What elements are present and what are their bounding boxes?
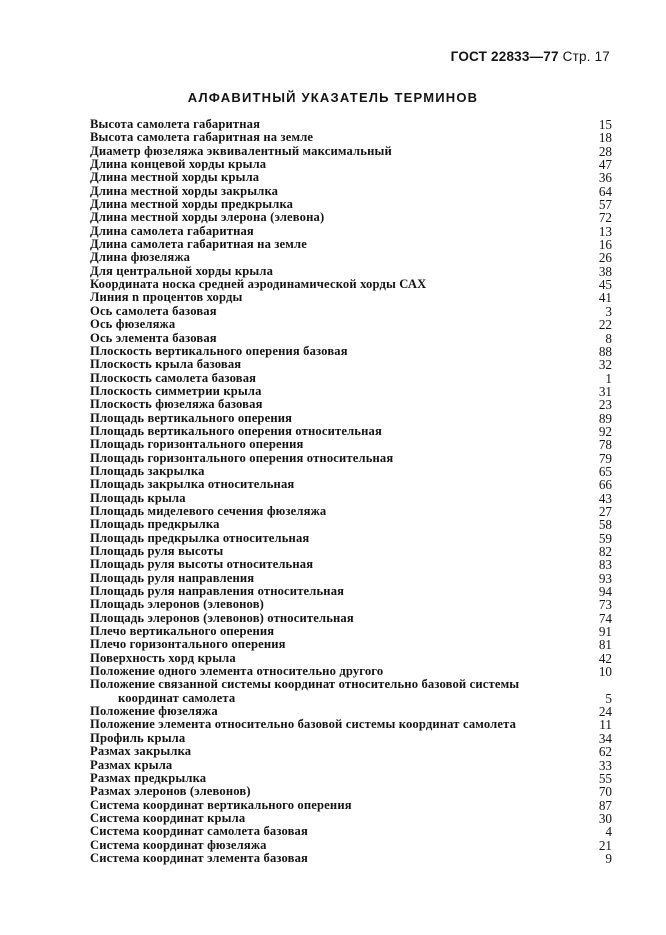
entry-number: 72 — [598, 210, 612, 226]
entry-number: 21 — [598, 837, 612, 853]
index-entry — [90, 678, 612, 691]
entry-term: Плечо вертикального оперения — [90, 624, 275, 639]
index-entry — [90, 692, 612, 705]
entry-term: Площадь вертикального оперения относительная — [90, 423, 382, 438]
index-entry — [90, 265, 612, 278]
entry-number: 3 — [605, 303, 612, 319]
entry-term: Координата носка средней аэродинамической хорды САХ — [90, 277, 427, 292]
entry-term: Площадь предкрылка относительная — [90, 530, 310, 545]
entry-number: 62 — [598, 744, 612, 760]
entry-term: Площадь крыла — [90, 490, 186, 505]
entry-number: 55 — [598, 770, 612, 786]
index-list — [90, 118, 612, 865]
index-entry — [90, 318, 612, 331]
entry-number: 42 — [598, 650, 612, 666]
entry-term: Площадь миделевого сечения фюзеляжа — [90, 503, 327, 518]
index-entry — [90, 385, 612, 398]
index-entry — [90, 718, 612, 731]
entry-term: Поверхность хорд крыла — [90, 650, 236, 665]
entry-term: Площадь вертикального оперения — [90, 410, 293, 425]
entry-number: 57 — [598, 197, 612, 213]
entry-term: Высота самолета габаритная — [90, 117, 261, 131]
entry-term: Система координат фюзеляжа — [90, 837, 267, 852]
index-entry — [90, 465, 612, 478]
entry-number: 10 — [598, 664, 612, 680]
entry-term: Положение фюзеляжа — [90, 704, 218, 719]
index-entry — [90, 425, 612, 438]
entry-number: 26 — [598, 250, 612, 266]
index-entry — [90, 438, 612, 451]
index-entry — [90, 211, 612, 224]
entry-term: Плоскость крыла базовая — [90, 357, 242, 372]
index-entry — [90, 358, 612, 371]
entry-term: Линия n процентов хорды — [90, 290, 243, 305]
index-entry — [90, 572, 612, 585]
index-entry — [90, 291, 612, 304]
entry-number: 30 — [598, 810, 612, 826]
index-entry — [90, 131, 612, 144]
entry-number: 94 — [598, 584, 612, 600]
entry-number: 4 — [605, 824, 612, 840]
entry-number: 64 — [598, 183, 612, 199]
entry-number: 47 — [598, 157, 612, 173]
entry-term: Диаметр фюзеляжа эквивалентный максимальный — [90, 143, 392, 158]
index-entry — [90, 612, 612, 625]
index-entry — [90, 558, 612, 571]
index-entry — [90, 638, 612, 651]
index-entry — [90, 772, 612, 785]
entry-number: 45 — [598, 277, 612, 293]
entry-term: Площадь закрылка относительная — [90, 477, 295, 492]
index-entry — [90, 785, 612, 798]
entry-number: 34 — [598, 730, 612, 746]
entry-term: Площадь горизонтального оперения относительная — [90, 450, 394, 465]
entry-number: 91 — [598, 624, 612, 640]
entry-term: Плоскость самолета базовая — [90, 370, 257, 385]
index-entry — [90, 118, 612, 131]
entry-term: Длина местной хорды предкрылка — [90, 197, 294, 212]
index-entry — [90, 305, 612, 318]
entry-term: Положение одного элемента относительно другого — [90, 664, 384, 679]
entry-term: координат самолета — [118, 690, 236, 705]
index-entry — [90, 532, 612, 545]
entry-term: Длина концевой хорды крыла — [90, 157, 267, 172]
entry-number: 58 — [598, 517, 612, 533]
entry-number: 43 — [598, 490, 612, 506]
entry-number: 31 — [598, 383, 612, 399]
entry-number: 59 — [598, 530, 612, 546]
entry-term: Высота самолета габаритная на земле — [90, 130, 314, 145]
index-entry — [90, 345, 612, 358]
index-entry — [90, 145, 612, 158]
index-entry — [90, 585, 612, 598]
entry-number: 23 — [598, 397, 612, 413]
entry-term: Плечо горизонтального оперения — [90, 637, 286, 652]
entry-term: Площадь руля направления — [90, 570, 255, 585]
entry-term: Размах элеронов (элевонов) — [90, 784, 251, 799]
index-entry — [90, 705, 612, 718]
index-entry — [90, 652, 612, 665]
entry-term: Длина самолета габаритная — [90, 223, 254, 238]
entry-term: Система координат крыла — [90, 810, 246, 825]
index-entry — [90, 171, 612, 184]
entry-number: 65 — [598, 463, 612, 479]
entry-number: 73 — [598, 597, 612, 613]
entry-term: Система координат самолета базовая — [90, 824, 308, 839]
index-entry — [90, 518, 612, 531]
entry-number: 9 — [605, 850, 612, 866]
entry-number: 15 — [598, 117, 612, 132]
entry-term: Ось элемента базовая — [90, 330, 217, 345]
entry-term: Длина фюзеляжа — [90, 250, 191, 265]
index-entry — [90, 332, 612, 345]
entry-number: 70 — [598, 784, 612, 800]
entry-term: Плоскость фюзеляжа базовая — [90, 397, 263, 412]
entry-term: Размах крыла — [90, 757, 173, 772]
entry-term: Плоскость симметрии крыла — [90, 383, 262, 398]
entry-number: 28 — [598, 143, 612, 159]
entry-number: 78 — [598, 437, 612, 453]
entry-number: 27 — [598, 503, 612, 519]
index-entry — [90, 238, 612, 251]
entry-term: Длина местной хорды элерона (элевона) — [90, 210, 325, 225]
entry-number: 66 — [598, 477, 612, 493]
entry-number: 36 — [598, 170, 612, 186]
index-entry — [90, 812, 612, 825]
entry-term: Площадь руля направления относительная — [90, 584, 345, 599]
entry-term: Положение связанной системы координат относительно базовой системы — [90, 677, 520, 692]
entry-term: Площадь горизонтального оперения — [90, 437, 304, 452]
entry-number: 41 — [598, 290, 612, 306]
index-entry — [90, 745, 612, 758]
index-entry — [90, 545, 612, 558]
index-entry — [90, 839, 612, 852]
index-entry — [90, 825, 612, 838]
entry-term: Площадь предкрылка — [90, 517, 220, 532]
index-entry — [90, 278, 612, 291]
index-entry — [90, 158, 612, 171]
entry-number: 32 — [598, 357, 612, 373]
index-title: АЛФАВИТНЫЙ УКАЗАТЕЛЬ ТЕРМИНОВ — [187, 90, 479, 105]
entry-number: 74 — [598, 610, 612, 626]
entry-term: Размах закрылка — [90, 744, 192, 759]
index-entry — [90, 225, 612, 238]
entry-term: Площадь руля высоты относительная — [90, 557, 314, 572]
index-entry — [90, 198, 612, 211]
entry-number: 93 — [598, 570, 612, 586]
index-entry — [90, 625, 612, 638]
entry-number: 8 — [605, 330, 612, 346]
page-header — [451, 49, 610, 64]
entry-term: Положение элемента относительно базовой системы координат самолета — [90, 717, 517, 732]
index-entry — [90, 185, 612, 198]
index-entry — [90, 492, 612, 505]
entry-number: 81 — [598, 637, 612, 653]
entry-number: 87 — [598, 797, 612, 813]
index-entry — [90, 852, 612, 865]
entry-number: 92 — [598, 423, 612, 439]
entry-number: 89 — [598, 410, 612, 426]
index-entry — [90, 398, 612, 411]
entry-term: Площадь элеронов (элевонов) относительная — [90, 610, 354, 625]
entry-number: 22 — [598, 317, 612, 333]
entry-number: 5 — [605, 690, 612, 706]
standard-number: ГОСТ 22833—77 — [450, 49, 559, 64]
entry-term: Длина местной хорды закрылка — [90, 183, 279, 198]
entry-term: Система координат вертикального оперения — [90, 797, 352, 812]
entry-number: 82 — [598, 544, 612, 559]
entry-term: Ось самолета базовая — [90, 303, 217, 318]
entry-term: Для центральной хорды крыла — [90, 263, 274, 278]
entry-number: 16 — [598, 237, 612, 253]
entry-term: Профиль крыла — [90, 730, 186, 745]
index-entry — [90, 478, 612, 491]
entry-number: 88 — [598, 343, 612, 359]
index-entry — [90, 412, 612, 425]
index-entry — [90, 665, 612, 678]
entry-number: 83 — [598, 557, 612, 573]
index-entry — [90, 759, 612, 772]
entry-term: Длина самолета габаритная на земле — [90, 237, 307, 252]
index-entry — [90, 251, 612, 264]
entry-number: 18 — [598, 130, 612, 146]
page-number: Стр. 17 — [562, 49, 610, 64]
entry-term: Размах предкрылка — [90, 770, 207, 785]
index-entry — [90, 505, 612, 518]
index-entry — [90, 732, 612, 745]
entry-number: 79 — [598, 450, 612, 466]
entry-number: 11 — [599, 717, 612, 733]
entry-term: Площадь элеронов (элевонов) — [90, 597, 264, 612]
entry-number: 33 — [598, 757, 612, 773]
index-entry — [90, 372, 612, 385]
entry-term: Площадь руля высоты — [90, 544, 224, 558]
entry-number: 13 — [598, 223, 612, 239]
entry-number: 1 — [605, 370, 612, 386]
index-entry — [90, 799, 612, 812]
entry-term: Ось фюзеляжа — [90, 317, 176, 332]
entry-term: Система координат элемента базовая — [90, 850, 309, 865]
entry-number: 24 — [598, 704, 612, 720]
entry-term: Площадь закрылка — [90, 463, 205, 478]
entry-term: Плоскость вертикального оперения базовая — [90, 343, 348, 358]
index-entry — [90, 598, 612, 611]
entry-term: Длина местной хорды крыла — [90, 170, 260, 185]
index-entry — [90, 452, 612, 465]
entry-number: 38 — [598, 263, 612, 279]
